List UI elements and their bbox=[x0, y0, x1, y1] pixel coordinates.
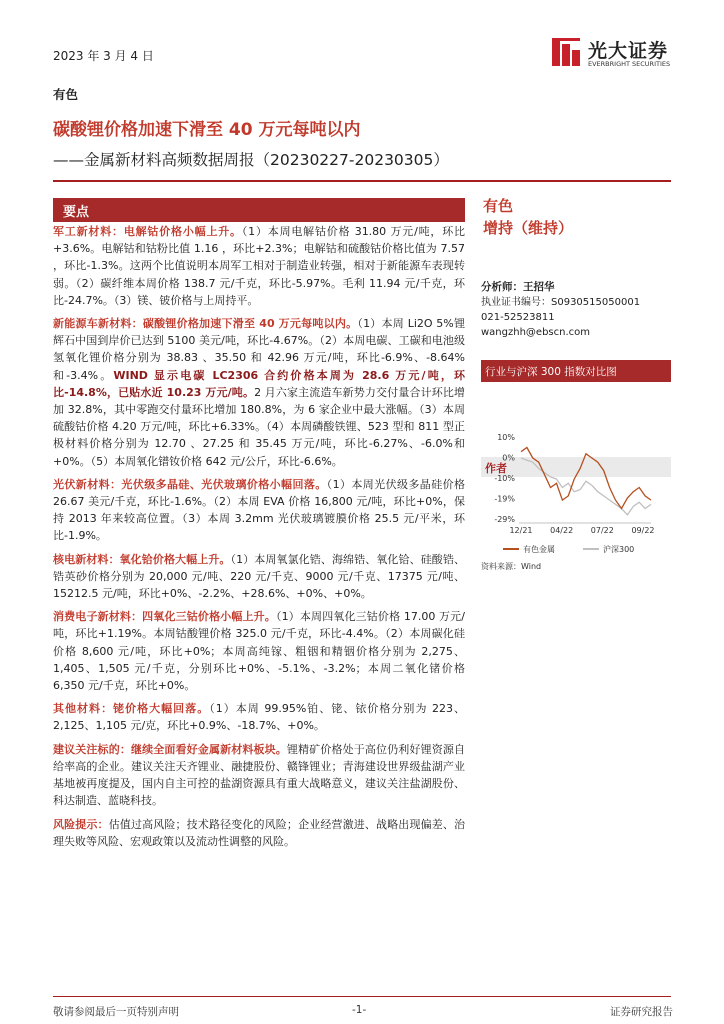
para-lead: 消费电子新材料：四氧化三钴价格小幅上升。 bbox=[53, 610, 276, 624]
chart-source: 资料来源：Wind bbox=[481, 562, 542, 571]
company-logo bbox=[548, 34, 678, 74]
analyst-name: 分析师：王招华 bbox=[481, 281, 555, 293]
analyst-info bbox=[481, 280, 640, 340]
analyst-phone: 021-52523811 bbox=[481, 312, 555, 323]
para-lead: 建议关注标的：继续全面看好金属新材料板块。 bbox=[53, 742, 287, 756]
para-text: 锂精矿价格处于高位仍利好锂资源自给率高的企业。建议关注天齐锂业、融捷股份、赣锋锂业；青海建设世界级盐湖产业基地被再度提及，国内自主可控的盐湖资源具有重大战略意义，建议关注盐湖股份、科达制造、蓝晓科技。 bbox=[53, 742, 466, 808]
para-risk bbox=[53, 816, 465, 850]
sector-label: 有色 bbox=[53, 87, 79, 102]
sidebar-sector: 有色 bbox=[483, 197, 514, 215]
para-nev bbox=[53, 315, 465, 470]
series-line bbox=[521, 448, 651, 509]
para-nuclear bbox=[53, 551, 465, 603]
para-other bbox=[53, 700, 465, 734]
everbright-logo-icon bbox=[548, 34, 584, 70]
logo-text-cn: 光大证券 bbox=[588, 40, 669, 62]
para-military bbox=[53, 223, 465, 309]
author-header-label: 作者 bbox=[485, 462, 507, 475]
x-tick-label: 07/22 bbox=[590, 526, 614, 535]
y-tick-label: -19% bbox=[494, 494, 515, 504]
para-emphasis: WIND 显示电碳 LC2306 合约价格本周为 28.6 万元/吨，环比-14.8%，已贴水近 10.23 万元/吨。 bbox=[53, 368, 465, 399]
header-divider bbox=[53, 180, 671, 182]
performance-chart bbox=[481, 425, 671, 575]
legend-label: 有色金属 bbox=[523, 545, 555, 554]
para-text: （1）本周光伏级多晶硅价格 26.67 美元/千克，环比-1.6%。（2）本周 EVA 价格 16,800 元/吨，环比+0%，保持 2013 年来较高位置。（3）本周 3.2mm 光伏玻璃镀膜价格 25.5 元/平米，环比-1.9%。 bbox=[53, 477, 466, 543]
para-lead: 核电新材料：氧化铪价格大幅上升。 bbox=[53, 552, 231, 566]
y-tick-label: -29% bbox=[494, 515, 515, 524]
key-points-title: 要点 bbox=[63, 205, 90, 220]
analyst-email[interactable]: wangzhh@ebscn.com bbox=[481, 327, 590, 338]
chart-header-label: 行业与沪深 300 指数对比图 bbox=[485, 366, 617, 378]
para-text: 估值过高风险；技术路径变化的风险；企业经营激进、战略出现偏差、治理失败等风险、宏观政策以及流动性调整的风险。 bbox=[53, 817, 466, 848]
y-tick-label: -10% bbox=[494, 474, 515, 483]
para-lead: 新能源车新材料：碳酸锂价格加速下滑至 40 万元每吨以内。 bbox=[53, 317, 358, 331]
report-title: 碳酸锂价格加速下滑至 40 万元每吨以内 bbox=[53, 120, 361, 140]
report-date: 2023 年 3 月 4 日 bbox=[53, 49, 154, 63]
logo-text-en: EVERBRIGHT SECURITIES bbox=[588, 60, 671, 68]
para-text: （1）本周氧氯化锆、海绵锆、氧化铪、硅酸锆、锆英砂价格分别为 20,000 元/吨、220 元/千克、9000 元/千克、17375 元/吨、15212.5 元/吨，环比+0%、-2.2%、+28.6%、+0%、+0%。 bbox=[53, 552, 465, 601]
footer-report-type: 证券研究报告 bbox=[610, 1006, 673, 1018]
report-subtitle: ——金属新材料高频数据周报（20230227-20230305） bbox=[53, 151, 449, 169]
para-lead: 光伏新材料：光伏级多晶硅、光伏玻璃价格小幅回落。 bbox=[53, 477, 327, 491]
para-consumer bbox=[53, 608, 465, 694]
y-tick-label: 10% bbox=[497, 433, 515, 442]
para-recommend bbox=[53, 741, 465, 810]
para-text: 2 月六家主流造车新势力交付量合计环比增加 32.8%，其中零跑交付量环比增加 180.8%，为 6 家企业中最大涨幅。（3）本周硫酸钴价格 4.20 万元/吨，环比+6.33%。（4）本周磷酸铁锂、523 型和 811 型正极材料价格分别为 12.70 、27.25 和 35.45 万元/吨，环比-6.27%、-6.0%和+0%。（5）本周氧化镨钕价格 642 元/公斤，环比-6.6%。 bbox=[53, 385, 465, 468]
y-tick-label: 0% bbox=[502, 453, 515, 463]
para-lead: 其他材料：铑价格大幅回落。 bbox=[53, 702, 210, 716]
para-text: （1）本周四氧化三钴价格 17.00 万元/吨，环比+1.19%。本周钴酸锂价格 325.0 元/千克，环比-4.4%。（2）本周碳化硅价格 8,600 元/吨，环比+0%；本周高纯镓、粗铟和精铟价格分别为 2,275、1,405、1,505 元/千克，分别环比+0%、-5.1%、-3.2%；本周二氧化锗价格 6,350 元/千克，环比+0%。 bbox=[53, 610, 466, 693]
key-points-header bbox=[53, 198, 465, 222]
chart-header bbox=[481, 360, 671, 382]
para-text: （1）本周 99.95%铂、铑、铱价格分别为 223、2,125、1,105 元/克，环比+0.9%、-18.7%、+0%。 bbox=[53, 702, 465, 733]
page-number: -1- bbox=[352, 1004, 367, 1016]
x-tick-label: 09/22 bbox=[631, 526, 655, 535]
para-pv bbox=[53, 476, 465, 545]
footer-disclaimer: 敬请参阅最后一页特别声明 bbox=[53, 1006, 179, 1018]
x-tick-label: 04/22 bbox=[550, 526, 574, 535]
para-text: （1）本周 Li2O 5%锂辉石中国到岸价已达到 5100 美元/吨，环比-4.67%。（2）本周电碳、工碳和电池级氢氧化锂价格分别为 38.83 、35.50 和 42.96 万元/吨，环比-6.9%、-8.64%和-3.4%。 bbox=[53, 317, 465, 382]
para-lead: 军工新材料：电解钴价格小幅上升。 bbox=[53, 225, 242, 238]
para-text: （1）本周电解钴价格 31.80 万元/吨，环比+3.6%。电解钴和钴粉比值 1.16 ，环比+2.3%；电解钴和硫酸钴价格比值为 7.57 ，环比-1.3%。这两个比值说明本周军工相对于制造业转强，相对于新能源车表现转弱。（2）碳纤维本周价格 138.7 元/千克，环比-5.97%。毛利 11.94 元/千克，环比-24.7%。（3）镁、铍价格与上周持平。 bbox=[53, 225, 466, 307]
key-points-body bbox=[53, 223, 465, 856]
legend-label: 沪深300 bbox=[603, 545, 635, 554]
footer-divider bbox=[53, 996, 671, 997]
analyst-license: 执业证书编号：S0930515050001 bbox=[481, 297, 641, 308]
rating-badge: 增持（维持） bbox=[483, 219, 574, 237]
para-lead: 风险提示： bbox=[53, 817, 109, 831]
x-tick-label: 12/21 bbox=[509, 526, 533, 535]
